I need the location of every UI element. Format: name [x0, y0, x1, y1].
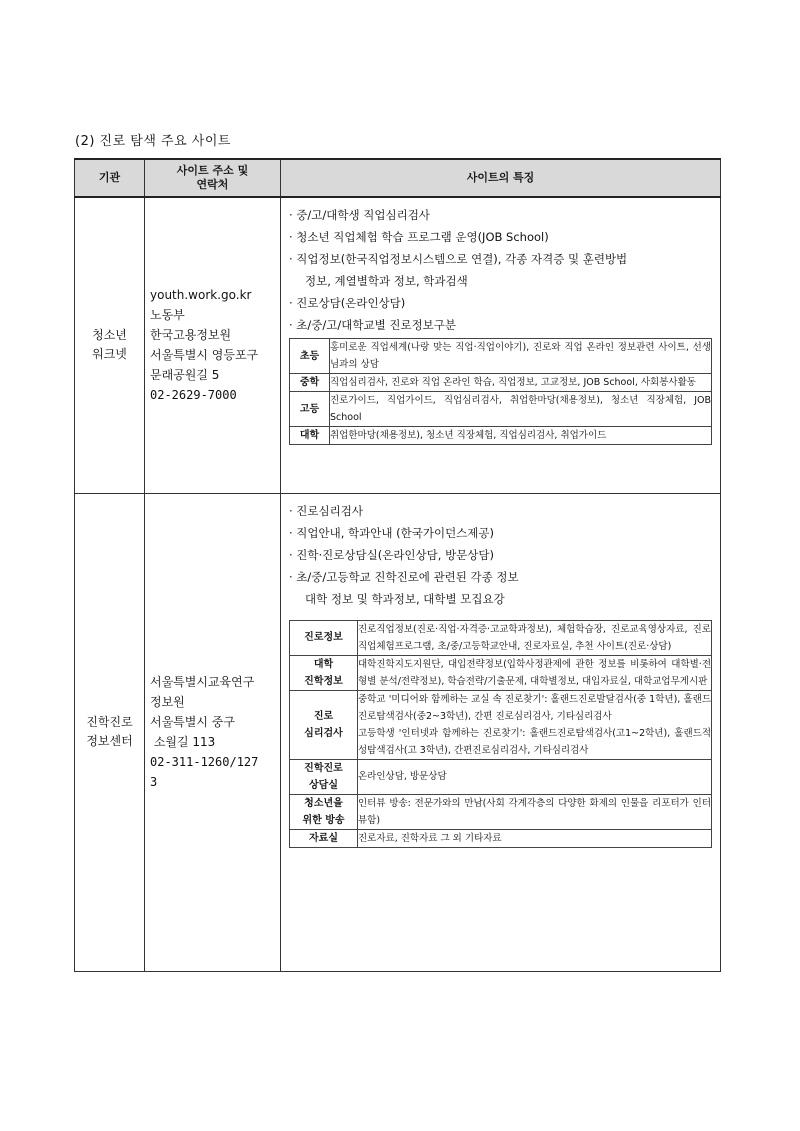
phone-number: 02-2629-7000 — [150, 388, 237, 403]
features-cell — [281, 493, 721, 971]
sub-head: 진학진로 상담실 — [290, 759, 358, 794]
table-header-row — [75, 159, 721, 197]
sub-head: 대학 진학정보 — [290, 655, 358, 690]
sub-row — [290, 339, 712, 374]
section-heading: (2) 진로 탐색 주요 사이트 — [75, 134, 231, 149]
contact-cell — [145, 197, 281, 493]
sub-head: 청소년을 위한 방송 — [290, 794, 358, 829]
school-level-table — [289, 338, 712, 445]
sub-head: 고등 — [290, 392, 330, 427]
service-table — [289, 620, 712, 848]
sub-desc: 온라인상담, 방문상담 — [358, 759, 712, 794]
feature-bullet: · 진로상담(온라인상담) — [289, 296, 406, 310]
sub-head: 초등 — [290, 339, 330, 374]
contact-cell — [145, 493, 281, 971]
contact-line: 정보원 — [150, 695, 185, 709]
site-url[interactable]: youth.work.go.kr — [150, 288, 252, 303]
sub-desc: 진로가이드, 직업가이드, 직업심리검사, 취업한마당(채용정보), 청소년 직장체험, JOB School — [330, 392, 712, 427]
contact-line: 서울특별시 중구 — [150, 715, 235, 729]
sub-row — [290, 794, 712, 829]
sub-desc: 중학교 '미디어와 함께하는 교실 속 진로찾기': 홀랜드진로발달검사(중 1학년), 홀랜드진로탐색검사(중2~3학년), 간편 진로심리검사, 기타심리검사 고등학생 '인터넷과 함께하는 진로찾기': 홀랜드진로탐색검사(고1~2학년), 홀랜드적성탐색검사(고 3학년), 간편진로심리검사, 기타심리검사 — [358, 690, 712, 759]
sub-row — [290, 759, 712, 794]
contact-line: 노동부 — [150, 308, 185, 323]
org-name-line2: 워크넷 — [92, 347, 127, 362]
contact-line: 소월길 113 — [150, 735, 216, 749]
sub-head: 중학 — [290, 374, 330, 392]
phone-number: 02-311-1260/127 — [150, 755, 259, 769]
org-cell — [75, 197, 145, 493]
feature-bullet-continued: 정보, 계열별학과 정보, 학과검색 — [305, 274, 468, 288]
sub-head: 자료실 — [290, 829, 358, 847]
org-name-line2: 정보센터 — [86, 734, 133, 748]
sub-row — [290, 620, 712, 655]
sub-row — [290, 829, 712, 847]
sub-desc: 대학진학지도지원단, 대입전략정보(입학사정관제에 관한 정보를 비롯하여 대학별·전형별 분석/전략정보), 학습전략/기출문제, 대학별정보, 대입자료실, 대학교업무게시판 — [358, 655, 712, 690]
sub-row — [290, 392, 712, 427]
feature-bullet-continued: 대학 정보 및 학과정보, 대학별 모집요강 — [305, 591, 505, 606]
sub-desc: 진로직업정보(진로·직업·자격증·고교학과정보), 체험학습장, 진로교육영상자료, 진로직업체험프로그램, 초/중/고등학교안내, 진로자료실, 추천 사이트(진로·상담) — [358, 620, 712, 655]
contact-line: 한국고용정보원 — [150, 328, 232, 343]
header-org: 기관 — [75, 159, 145, 197]
header-contact-line2: 연락처 — [196, 178, 229, 191]
sub-desc: 인터뷰 방송: 전문가와의 만남(사회 각계각층의 다양한 화제의 인물을 리포터가 인터뷰함) — [358, 794, 712, 829]
sub-desc: 직업심리검사, 진로와 직업 온라인 학습, 직업정보, 고교정보, JOB School, 사회봉사활동 — [330, 374, 712, 392]
feature-bullet: · 초/중/고/대학교별 진로정보구분 — [289, 318, 457, 332]
feature-bullet: · 초/중/고등학교 진학진로에 관련된 각종 정보 — [289, 569, 519, 584]
table-row — [75, 197, 721, 493]
sub-desc: 진로자료, 진학자료 그 외 기타자료 — [358, 829, 712, 847]
feature-bullet: · 직업정보(한국직업정보시스템으로 연결), 각종 자격증 및 훈련방법 — [289, 252, 628, 266]
feature-bullet: · 진로심리검사 — [289, 503, 363, 518]
features-cell — [281, 197, 721, 493]
header-contact-line1: 사이트 주소 및 — [176, 164, 249, 177]
header-contact — [145, 159, 281, 197]
contact-line: 서울특별시 영등포구 — [150, 348, 259, 363]
contact-line: 서울특별시교육연구 — [150, 675, 255, 689]
sub-row — [290, 655, 712, 690]
table-row — [75, 493, 721, 971]
feature-bullet: · 중/고/대학생 직업심리검사 — [289, 208, 430, 222]
feature-bullet: · 진학·진로상담실(온라인상담, 방문상담) — [289, 547, 494, 562]
sub-row — [290, 427, 712, 445]
sub-head: 진로정보 — [290, 620, 358, 655]
header-features: 사이트의 특징 — [281, 159, 721, 197]
contact-line: 문래공원길 5 — [150, 368, 220, 383]
sub-head: 진로 심리검사 — [290, 690, 358, 759]
sub-row — [290, 690, 712, 759]
feature-bullet: · 직업안내, 학과안내 (한국가이던스제공) — [289, 525, 494, 540]
org-name-line1: 청소년 — [92, 328, 127, 343]
phone-number-continued: 3 — [150, 775, 158, 789]
org-cell — [75, 493, 145, 971]
sub-desc: 홍미로운 직업세계(나랑 맞는 직업·직업이야기), 진로와 직업 온라인 정보관련 사이트, 선생님과의 상담 — [330, 339, 712, 374]
sub-head: 대학 — [290, 427, 330, 445]
feature-bullet: · 청소년 직업체험 학습 프로그램 운영(JOB School) — [289, 230, 549, 244]
org-name-line1: 진학진로 — [86, 715, 133, 729]
career-sites-table — [74, 158, 721, 972]
sub-desc: 취업한마당(채용정보), 청소년 직장체험, 직업심리검사, 취업가이드 — [330, 427, 712, 445]
sub-row — [290, 374, 712, 392]
